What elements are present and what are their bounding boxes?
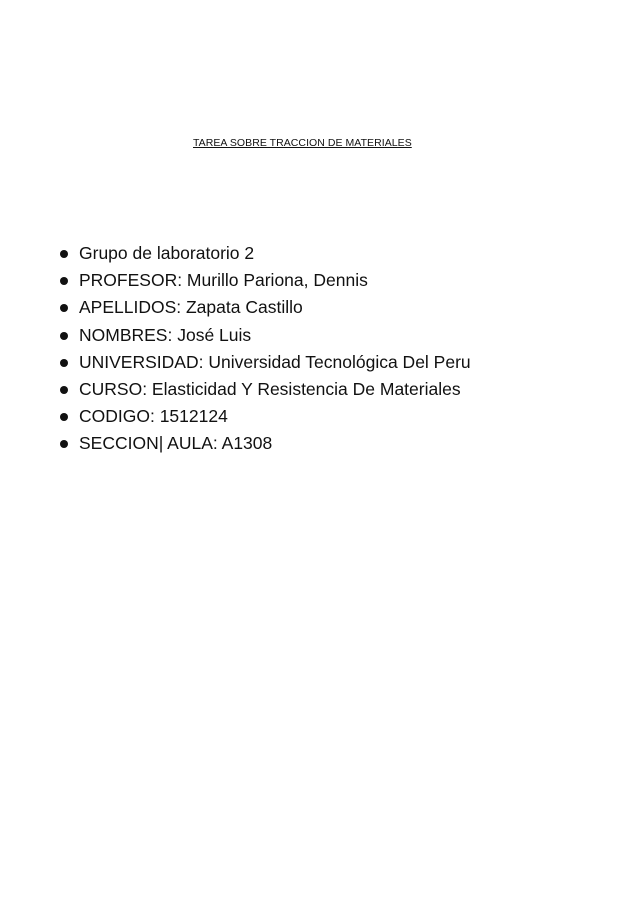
bullet-icon xyxy=(60,277,68,285)
list-item-text: SECCION| AULA: A1308 xyxy=(79,433,273,454)
bullet-icon xyxy=(60,359,68,367)
bullet-icon xyxy=(60,304,68,312)
bullet-icon xyxy=(60,413,68,421)
bullet-icon xyxy=(60,332,68,340)
bullet-icon xyxy=(60,250,68,258)
bullet-icon xyxy=(60,440,68,448)
list-item-text: NOMBRES: José Luis xyxy=(79,324,252,345)
list-item-text: CODIGO: 1512124 xyxy=(79,406,228,427)
list-item-text: Grupo de laboratorio 2 xyxy=(79,243,255,263)
list-item-text: PROFESOR: Murillo Pariona, Dennis xyxy=(79,270,368,291)
document-title: TAREA SOBRE TRACCION DE MATERIALES xyxy=(193,137,412,149)
list-item-text: CURSO: Elasticidad Y Resistencia De Materiales xyxy=(79,378,461,399)
list-item-text: APELLIDOS: Zapata Castillo xyxy=(79,297,303,318)
bullet-icon xyxy=(60,386,68,394)
list-item-text: UNIVERSIDAD: Universidad Tecnológica Del Peru xyxy=(79,351,471,372)
